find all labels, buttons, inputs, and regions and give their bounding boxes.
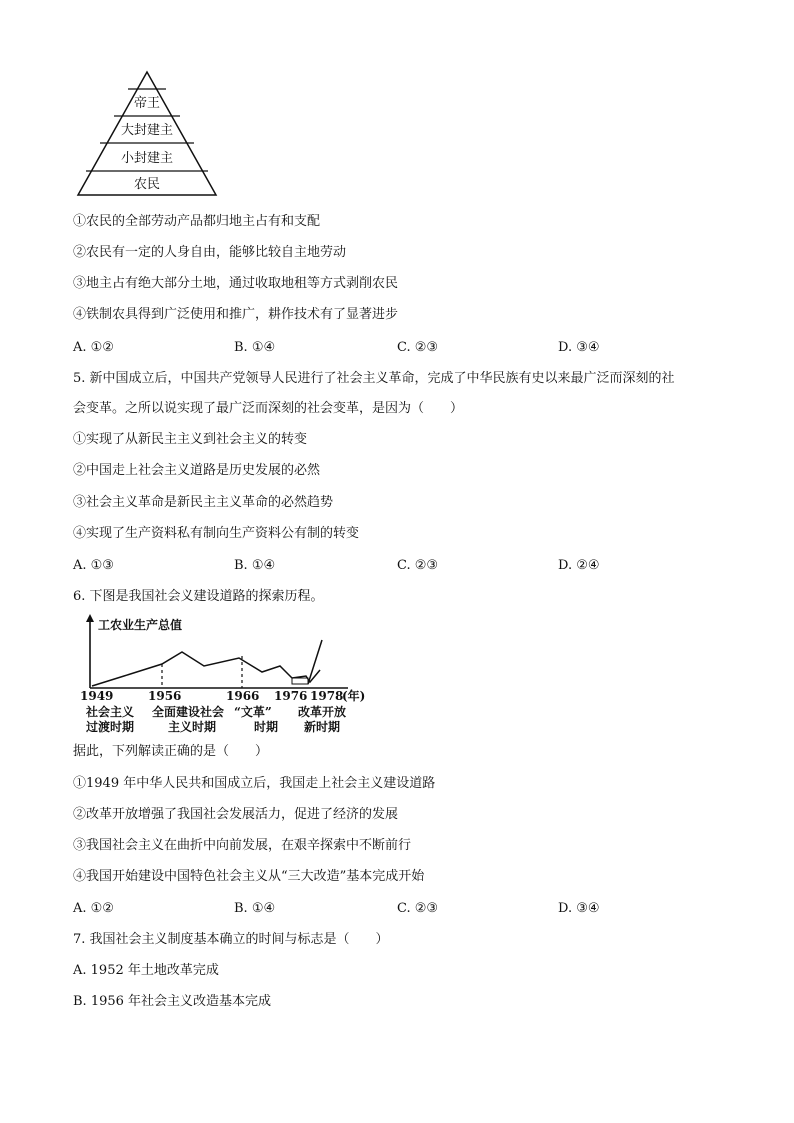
- q6-question: 据此，下列解读正确的是（ ）: [73, 744, 269, 759]
- feudal-pyramid-diagram: [74, 68, 224, 198]
- q5-statement-4: ④实现了生产资料私有制向生产资料公有制的转变: [73, 526, 360, 541]
- q6-chart-period-3-line1: “文革”: [234, 705, 272, 719]
- q7-option-b[interactable]: B. 1956 年社会主义改造基本完成: [73, 994, 272, 1009]
- q6-chart-year-1949: 1949: [80, 689, 114, 703]
- q6-option-b[interactable]: B. ①④: [234, 901, 276, 916]
- q6-chart-period-4-line1: 改革开放: [298, 705, 347, 719]
- q4-option-a[interactable]: A. ①②: [73, 340, 114, 355]
- q7-stem: 7. 我国社会主义制度基本确立的时间与标志是（ ）: [73, 932, 389, 947]
- q6-statement-4: ④我国开始建设中国特色社会主义从“三大改造”基本完成开始: [73, 869, 425, 884]
- q6-chart-xunit: (年): [342, 689, 366, 703]
- q5-option-b[interactable]: B. ①④: [234, 558, 276, 573]
- q6-chart-period-3-line2: 时期: [254, 720, 279, 734]
- q6-option-d[interactable]: D. ③④: [558, 901, 600, 916]
- q6-statement-3: ③我国社会主义在曲折中向前发展，在艰辛探索中不断前行: [73, 838, 412, 853]
- pyramid-level-great-lords: 大封建主: [120, 123, 174, 138]
- q4-option-b[interactable]: B. ①④: [234, 340, 276, 355]
- q6-chart-period-2-line1: 全面建设社会: [152, 705, 225, 719]
- q5-stem-line-1: 5. 新中国成立后，中国共产党领导人民进行了社会主义革命，完成了中华民族有史以来最广泛而深刻的社: [73, 371, 675, 386]
- q5-stem-line-2: 会变革。之所以说实现了最广泛而深刻的社会变革，是因为（ ）: [73, 401, 464, 416]
- q6-chart-year-1976: 1976: [274, 689, 308, 703]
- q6-option-c[interactable]: C. ②③: [397, 901, 439, 916]
- q6-stem: 6. 下图是我国社会义建设道路的探索历程。: [73, 589, 324, 604]
- q6-statement-1: ①1949 年中华人民共和国成立后，我国走上社会主义建设道路: [73, 776, 436, 791]
- q6-production-chart: [74, 612, 374, 734]
- q5-option-d[interactable]: D. ②④: [558, 558, 600, 573]
- pyramid-level-small-lords: 小封建主: [120, 151, 174, 166]
- q6-chart-trend-line: [92, 652, 320, 686]
- q4-statement-1: ①农民的全部劳动产品都归地主占有和支配: [73, 214, 321, 229]
- q5-statement-1: ①实现了从新民主主义到社会主义的转变: [73, 432, 308, 447]
- q6-chart-period-4-line2: 新时期: [304, 720, 341, 734]
- q4-option-c[interactable]: C. ②③: [397, 340, 439, 355]
- q7-option-a[interactable]: A. 1952 年土地改革完成: [73, 963, 219, 978]
- q6-chart-ylabel: 工农业生产总值: [98, 618, 183, 632]
- q4-statement-3: ③地主占有绝大部分土地，通过收取地租等方式剥削农民: [73, 276, 399, 291]
- q6-chart-year-1956: 1956: [148, 689, 182, 703]
- q6-chart-period-1-line1: 社会主义: [86, 705, 135, 719]
- pyramid-level-peasants: 农民: [133, 177, 161, 192]
- q6-chart-period-2-line2: 主义时期: [168, 720, 217, 734]
- q4-option-d[interactable]: D. ③④: [558, 340, 600, 355]
- q6-statement-2: ②改革开放增强了我国社会发展活力，促进了经济的发展: [73, 807, 399, 822]
- q6-option-a[interactable]: A. ①②: [73, 901, 114, 916]
- pyramid-level-emperor: 帝王: [133, 96, 161, 111]
- q6-chart-period-1-line2: 过渡时期: [86, 720, 135, 734]
- q4-statement-4: ④铁制农具得到广泛使用和推广，耕作技术有了显著进步: [73, 307, 399, 322]
- q6-chart-year-1966: 1966: [226, 689, 260, 703]
- q6-chart-year-1978: 1978: [310, 689, 344, 703]
- q4-statement-2: ②农民有一定的人身自由，能够比较自主地劳动: [73, 245, 347, 260]
- q5-option-c[interactable]: C. ②③: [397, 558, 439, 573]
- q5-statement-3: ③社会主义革命是新民主主义革命的必然趋势: [73, 495, 334, 510]
- q5-option-a[interactable]: A. ①③: [73, 558, 114, 573]
- q5-statement-2: ②中国走上社会主义道路是历史发展的必然: [73, 463, 321, 478]
